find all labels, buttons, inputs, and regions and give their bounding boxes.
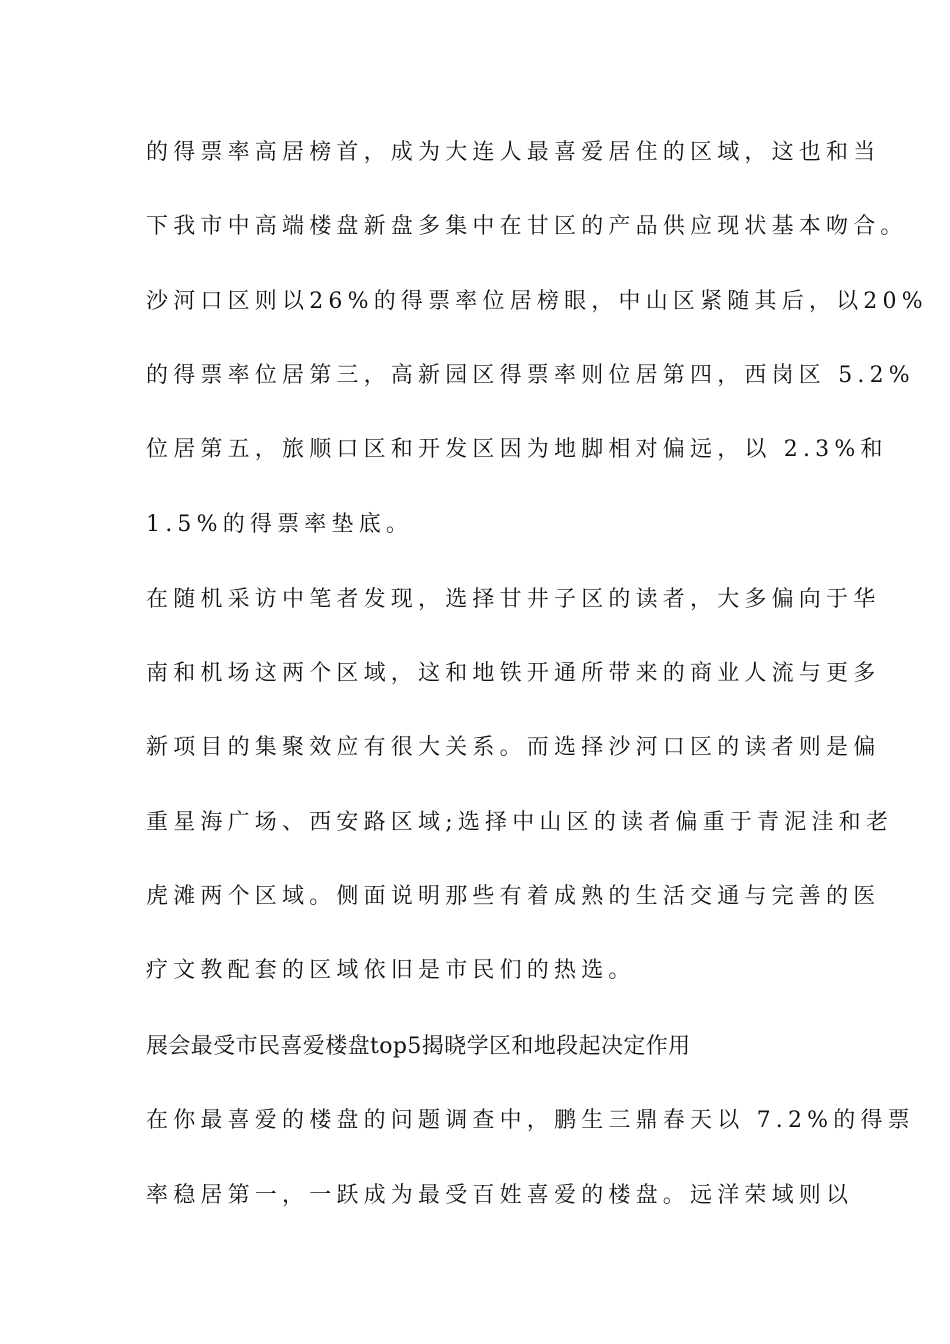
text-line-13: 在你最喜爱的楼盘的问题调查中，鹏生三鼎春天以 7.2%的得票 (146, 1108, 915, 1133)
text-line-4: 的得票率位居第三，高新园区得票率则位居第四，西岗区 5.2% (146, 363, 915, 388)
text-line-1: 的得票率高居榜首，成为大连人最喜爱居住的区域，这也和当 (146, 140, 881, 165)
text-line-5: 位居第五，旅顺口区和开发区因为地脚相对偏远，以 2.3%和 (146, 437, 888, 462)
section-heading: 展会最受市民喜爱楼盘top5揭晓学区和地段起决定作用 (146, 1034, 691, 1059)
text-line-6: 1.5%的得票率垫底。 (146, 512, 414, 537)
text-line-12: 疗文教配套的区域依旧是市民们的热选。 (146, 958, 636, 983)
text-line-14: 率稳居第一，一跃成为最受百姓喜爱的楼盘。远洋荣域则以 (146, 1183, 854, 1208)
text-line-2: 下我市中高端楼盘新盘多集中在甘区的产品供应现状基本吻合。 (146, 214, 908, 239)
text-line-11: 虎滩两个区域。侧面说明那些有着成熟的生活交通与完善的医 (146, 884, 881, 909)
text-line-7: 在随机采访中笔者发现，选择甘井子区的读者，大多偏向于华 (146, 587, 881, 612)
text-line-9: 新项目的集聚效应有很大关系。而选择沙河口区的读者则是偏 (146, 735, 881, 760)
text-line-3: 沙河口区则以26%的得票率位居榜眼，中山区紧随其后，以20% (146, 289, 928, 314)
text-line-10: 重星海广场、西安路区域;选择中山区的读者偏重于青泥洼和老 (146, 810, 894, 835)
text-line-8: 南和机场这两个区域，这和地铁开通所带来的商业人流与更多 (146, 661, 881, 686)
